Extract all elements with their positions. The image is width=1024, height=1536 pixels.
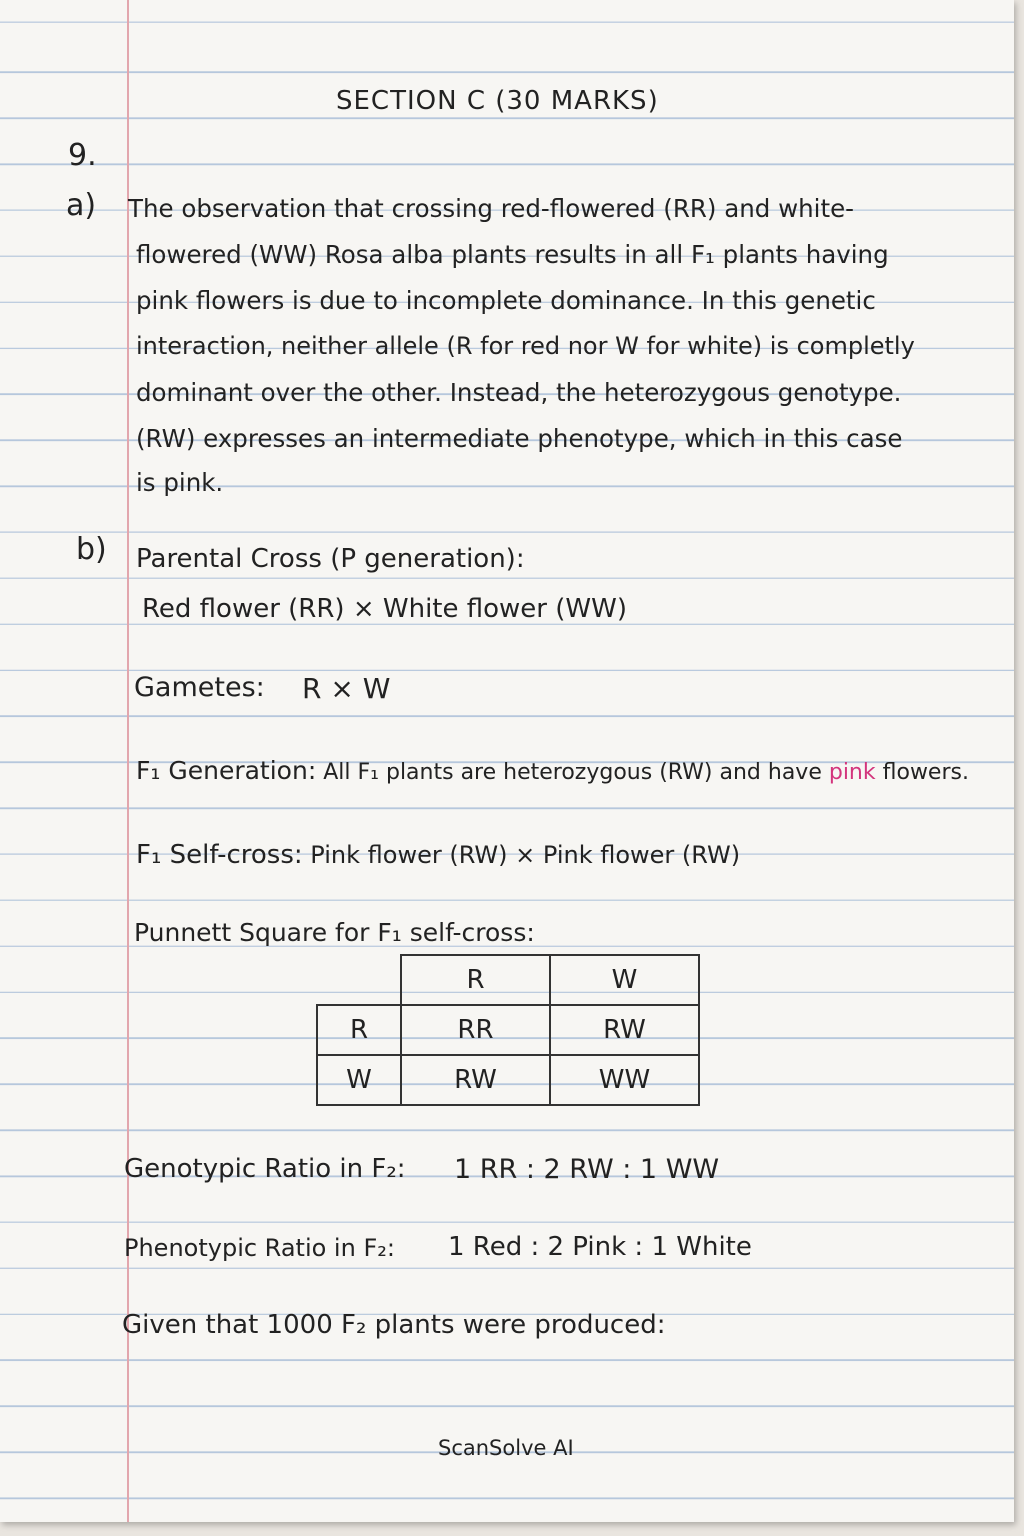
- punnett-col-header: W: [550, 955, 699, 1005]
- part-a-line-4: interaction, neither allele (R for red nor W for white) is completly: [136, 332, 915, 360]
- section-title: SECTION C (30 MARKS): [336, 86, 659, 116]
- margin-line: [127, 0, 129, 1522]
- genotypic-ratio-label: Genotypic Ratio in F₂:: [124, 1154, 406, 1184]
- punnett-cell: RW: [401, 1055, 550, 1105]
- punnett-col-header: R: [401, 955, 550, 1005]
- part-b-label: b): [76, 532, 107, 567]
- gametes-label: Gametes:: [134, 672, 265, 703]
- part-a-line-1: The observation that crossing red-flowered (RR) and white-: [128, 194, 854, 223]
- genotypic-ratio-value: 1 RR : 2 RW : 1 WW: [454, 1154, 720, 1185]
- f1-generation-label: F₁ Generation:: [136, 756, 317, 785]
- punnett-cell: RW: [550, 1005, 699, 1055]
- footer-watermark: ScanSolve AI: [438, 1436, 574, 1460]
- f1-generation-text: All F₁ plants are heterozygous (RW) and have: [323, 760, 822, 785]
- part-a-line-2: flowered (WW) Rosa alba plants results in all F₁ plants having: [136, 240, 889, 269]
- part-a-line-3: pink flowers is due to incomplete dominance. In this genetic: [136, 286, 876, 315]
- f1-generation-text-end: flowers.: [882, 760, 969, 785]
- part-a-line-7: is pink.: [136, 468, 224, 497]
- f1-selfcross-value: Pink flower (RW) × Pink flower (RW): [310, 841, 741, 869]
- punnett-heading: Punnett Square for F₁ self-cross:: [134, 918, 535, 947]
- f1-selfcross-label: F₁ Self-cross:: [136, 840, 303, 870]
- punnett-square: [316, 954, 700, 1106]
- punnett-row-header: R: [317, 1005, 401, 1055]
- given-line: Given that 1000 F₂ plants were produced:: [122, 1310, 666, 1340]
- f1-selfcross-line: [136, 840, 740, 870]
- punnett-cell: RR: [401, 1005, 550, 1055]
- punnett-row-header: W: [317, 1055, 401, 1105]
- parental-cross: Red flower (RR) × White flower (WW): [142, 594, 627, 624]
- part-a-line-6: (RW) expresses an intermediate phenotype, which in this case: [136, 424, 903, 453]
- phenotypic-ratio-value: 1 Red : 2 Pink : 1 White: [448, 1232, 752, 1262]
- phenotypic-ratio-label: Phenotypic Ratio in F₂:: [124, 1234, 395, 1262]
- part-a-label: a): [66, 188, 97, 223]
- punnett-cell: WW: [550, 1055, 699, 1105]
- f1-generation-line: [136, 756, 969, 785]
- f1-pink-word: pink: [828, 760, 876, 785]
- punnett-corner: [317, 955, 401, 1005]
- parental-cross-heading: Parental Cross (P generation):: [136, 544, 525, 574]
- part-a-line-5: dominant over the other. Instead, the heterozygous genotype.: [136, 378, 902, 407]
- question-number: 9.: [68, 138, 97, 173]
- gametes-value: R × W: [302, 672, 391, 705]
